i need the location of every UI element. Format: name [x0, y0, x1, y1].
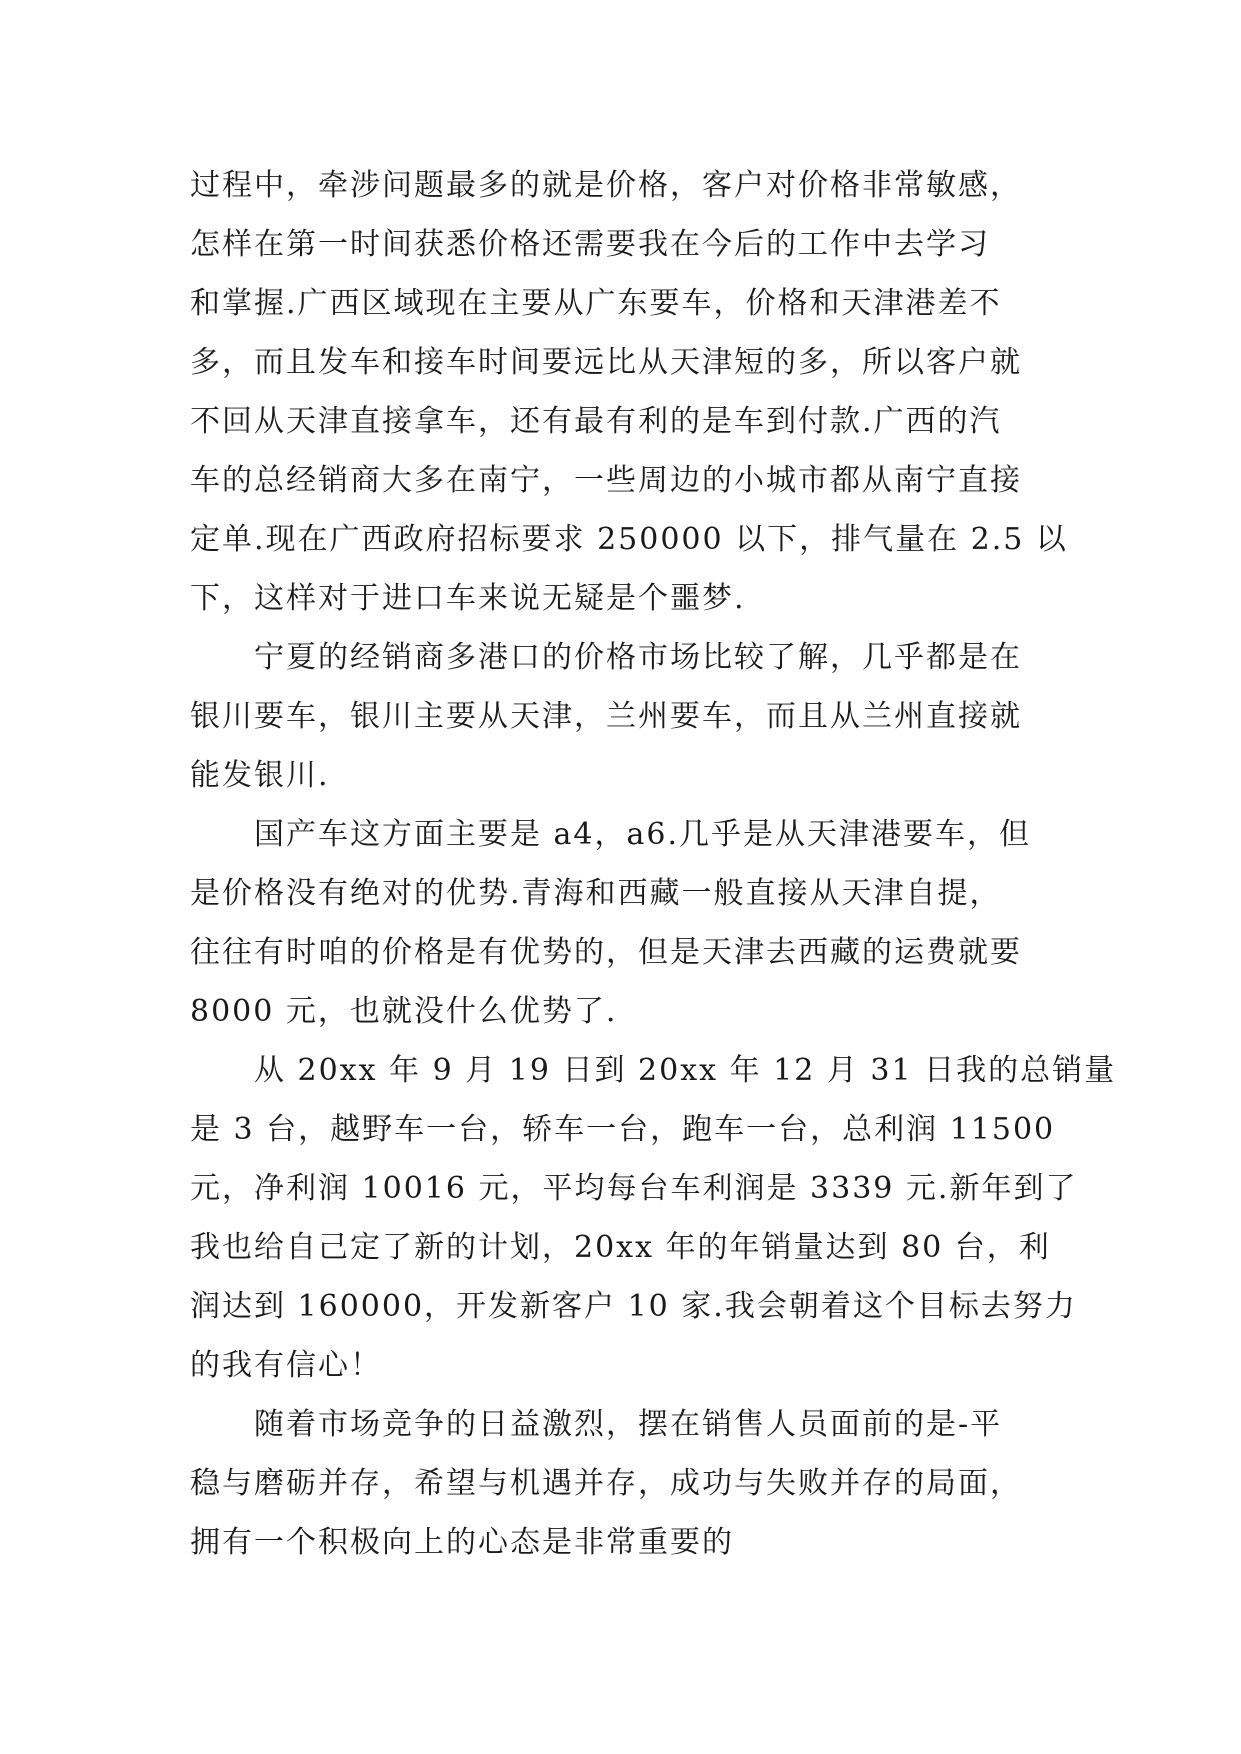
text-line: 润达到 160000，开发新客户 10 家.我会朝着这个目标去努力 — [190, 1289, 1077, 1324]
text-line: 随着市场竞争的日益激烈，摆在销售人员面前的是-平 — [254, 1407, 1003, 1442]
paragraph-market-competition — [190, 1395, 1070, 1572]
text-line: 拥有一个积极向上的心态是非常重要的 — [190, 1525, 734, 1560]
text-line: 是价格没有绝对的优势.青海和西藏一般直接从天津自提， — [190, 876, 1002, 911]
paragraph-ningxia — [190, 628, 1070, 805]
text-line: 下，这样对于进口车来说无疑是个噩梦. — [190, 581, 746, 616]
text-line: 稳与磨砺并存，希望与机遇并存，成功与失败并存的局面， — [190, 1466, 1022, 1501]
text-line: 能发银川. — [190, 758, 330, 793]
text-line: 过程中，牵涉问题最多的就是价格，客户对价格非常敏感， — [190, 168, 1022, 203]
text-line: 定单.现在广西政府招标要求 250000 以下，排气量在 2.5 以 — [190, 522, 1068, 557]
text-line: 的我有信心！ — [190, 1348, 382, 1383]
text-line: 8000 元，也就没什么优势了. — [190, 994, 618, 1029]
text-line: 和掌握.广西区域现在主要从广东要车，价格和天津港差不 — [190, 286, 1002, 321]
text-line: 银川要车，银川主要从天津，兰州要车，而且从兰州直接就 — [190, 699, 1022, 734]
text-line: 从 20xx 年 9 月 19 日到 20xx 年 12 月 31 日我的总销量 — [254, 1053, 1117, 1088]
paragraph-domestic-cars — [190, 805, 1070, 1041]
text-line: 元，净利润 10016 元，平均每台车利润是 3339 元.新年到了 — [190, 1171, 1078, 1206]
text-line: 往往有时咱的价格是有优势的，但是天津去西藏的运费就要 — [190, 935, 1022, 970]
text-line: 多，而且发车和接车时间要远比从天津短的多，所以客户就 — [190, 345, 1022, 380]
text-line: 宁夏的经销商多港口的价格市场比较了解，几乎都是在 — [254, 640, 1022, 675]
text-line: 我也给自己定了新的计划，20xx 年的年销量达到 80 台，利 — [190, 1230, 1051, 1265]
text-line: 不回从天津直接拿车，还有最有利的是车到付款.广西的汽 — [190, 404, 1002, 439]
document-body — [190, 156, 1117, 1572]
text-line: 怎样在第一时间获悉价格还需要我在今后的工作中去学习 — [190, 227, 990, 262]
text-line: 是 3 台，越野车一台，轿车一台，跑车一台，总利润 11500 — [190, 1112, 1056, 1147]
text-line: 车的总经销商大多在南宁，一些周边的小城市都从南宁直接 — [190, 463, 1022, 498]
text-line: 国产车这方面主要是 a4，a6.几乎是从天津港要车，但 — [254, 817, 1032, 852]
paragraph-guangxi — [190, 156, 1070, 628]
paragraph-sales-summary — [190, 1041, 1117, 1395]
